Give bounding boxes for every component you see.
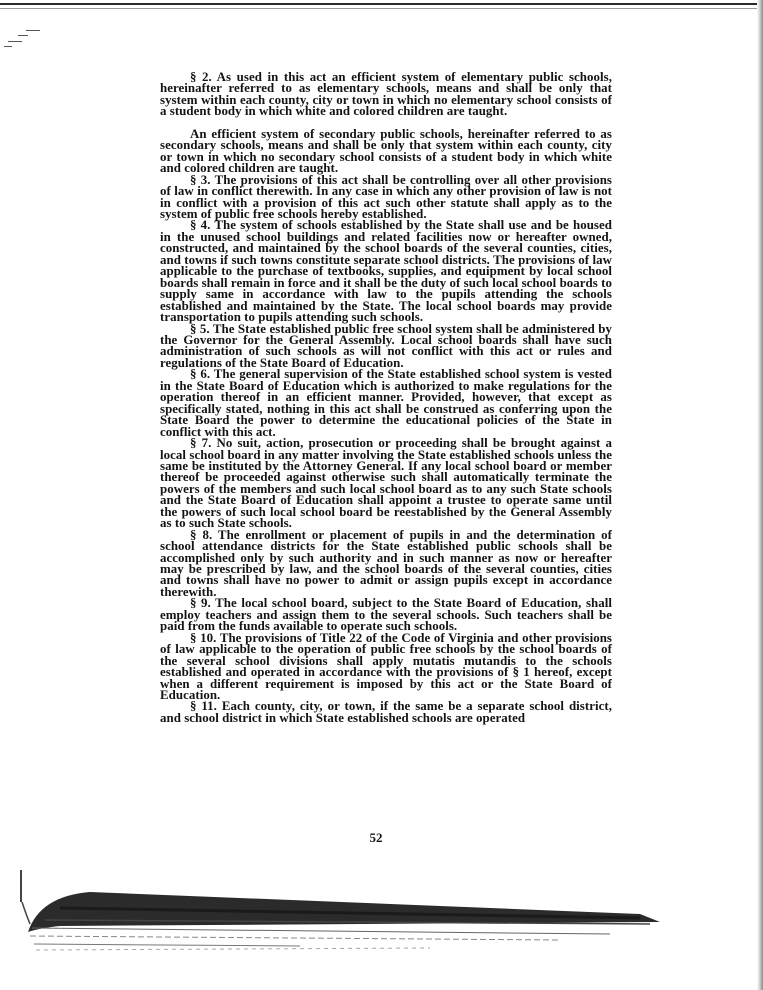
scan-edge-right xyxy=(757,0,763,990)
scan-edge-top-thin xyxy=(0,8,763,9)
paragraph-section-5: § 5. The State established public free school system shall be administered by the Governor for the General Assembly. Local school boards shall have such administration of such schools as will not conflict with this act or rules and regulations of the State Board of Education. xyxy=(160,321,612,370)
scan-corner-marks xyxy=(4,28,44,50)
scan-page-curl xyxy=(0,862,763,990)
paragraph-section-8: § 8. The enrollment or placement of pupils in and the determination of school attendance districts for the State established public schools shall be accomplished only by such authority and in such manner as now or hereafter may be prescribed by law, and the school boards of the several counties, cities and towns shall have no power to admit or assign pupils except in accordance therewith. xyxy=(160,527,612,599)
scan-edge-top xyxy=(0,3,763,5)
paragraph-section-3: § 3. The provisions of this act shall be controlling over all other provisions of law in conflict therewith. In any case in which any other provision of law is not in conflict with a provision of this act such other statute shall apply as to the system of public free schools hereby established. xyxy=(160,172,612,221)
paragraph-section-7: § 7. No suit, action, prosecution or proceeding shall be brought against a local school board in any matter involving the State established schools unless the same be instituted by the Attorney General. If any local school board or member thereof be proceeded against otherwise such shall automatically terminate the powers of the members and such local school board as to any such State schools and the State Board of Education shall appoint a trustee to operate same until the powers of such local school board be reestablished by the General Assembly as to such State schools. xyxy=(160,436,612,531)
paragraph-section-9: § 9. The local school board, subject to the State Board of Education, shall employ teachers and assign them to the several schools. Such teachers shall be paid from the funds available to operate such schools. xyxy=(160,596,612,634)
paragraph-section-2: § 2. As used in this act an efficient system of elementary public schools, hereinafter referred to as elementary schools, means and shall be only that system within each county, city or town in which no elementary school consists of a student body in which white and colored children are taught. xyxy=(160,70,612,119)
paragraph-section-4: § 4. The system of schools established by the State shall use and be housed in the unused school buildings and related facilities now or hereafter owned, constructed, and maintained by the school boards of the several counties, cities, and towns if such towns constitute separate school districts. The provisions of law applicable to the purchase of textbooks, supplies, and equipment by local school boards shall remain in force and it shall be the duty of such local school boards to supply same in accordance with law to the pupils attending the schools established and maintained by the State. The local school boards may provide transportation to pupils attending such schools. xyxy=(160,218,612,325)
paragraph-secondary-schools: An efficient system of secondary public schools, hereinafter referred to as secondary schools, means and shall be only that system within each county, city or town in which no secondary school consists of a student body in which white and colored children are taught. xyxy=(160,126,612,176)
paragraph-section-6: § 6. The general supervision of the State established school system is vested in the State Board of Education which is authorized to make regulations for the operation thereof in an efficient manner. Provided, however, that except as specifically stated, nothing in this act shall be construed as conferring upon the State Board the power to determine the educational policies of the State in conflict with this act. xyxy=(160,367,612,439)
paragraph-section-11: § 11. Each county, city, or town, if the same be a separate school district, and school district in which State established schools are operated xyxy=(160,699,612,725)
paragraph-section-10: § 10. The provisions of Title 22 of the Code of Virginia and other provisions of law applicable to the operation of public free schools by the school boards of the several school divisions shall apply mutatis mutandis to the schools established and operated in accordance with the provisions of § 1 hereof, except when a different requirement is imposed by this act or the State Board of Education. xyxy=(160,630,612,703)
page-number: 52 xyxy=(369,830,383,845)
document-body xyxy=(160,72,612,724)
